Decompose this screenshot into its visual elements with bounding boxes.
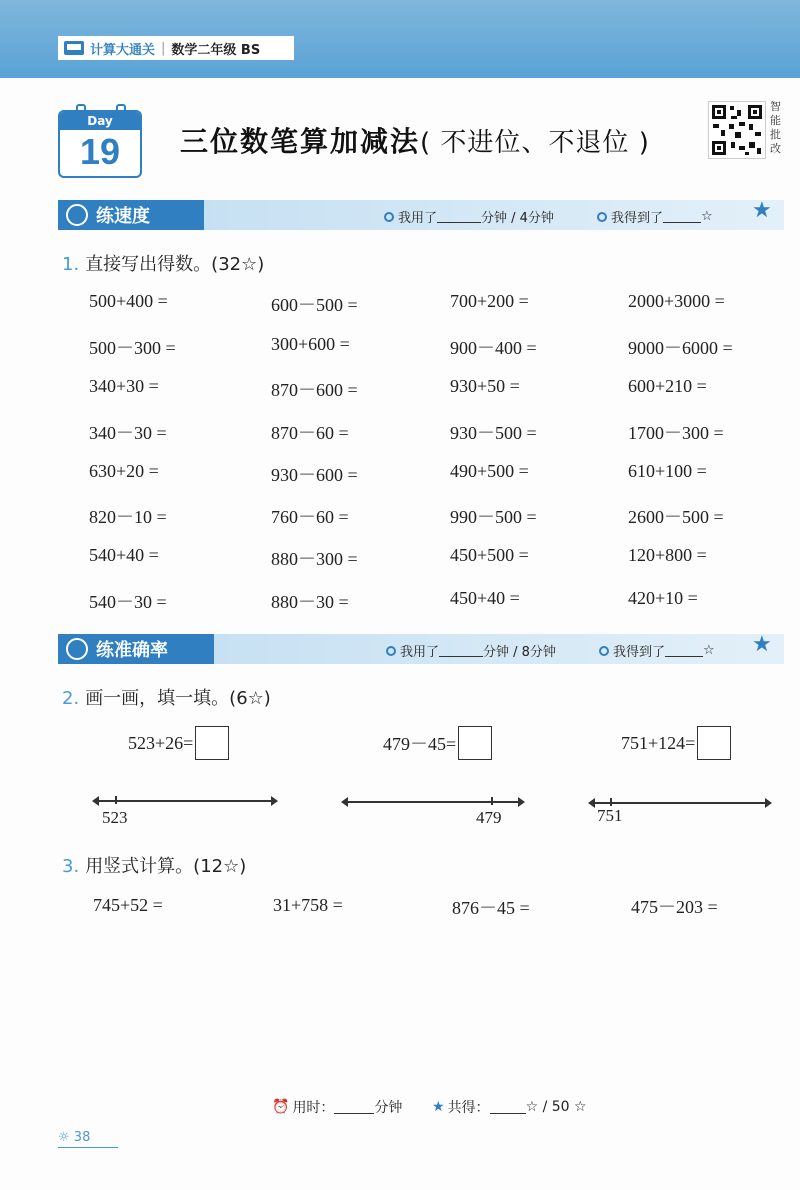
page-number	[58, 1130, 90, 1145]
equation-text: 523+26=	[128, 732, 194, 753]
drop-icon	[386, 646, 396, 656]
series-name: 计算大通关	[90, 42, 156, 58]
separator: |	[161, 40, 166, 56]
question-2-title	[62, 684, 271, 710]
vertical-calc-item: 475－203 =	[631, 897, 718, 917]
target-icon	[66, 638, 88, 660]
oral-calc-item: 9000－6000 =	[628, 338, 733, 358]
number-line[interactable]	[94, 800, 276, 802]
oral-calc-item: 2600－500 =	[628, 507, 724, 527]
oral-calc-item: 1700－300 =	[628, 423, 724, 443]
time-used-field	[384, 207, 554, 226]
page-number-text: 38	[73, 1130, 91, 1145]
oral-calc-item: 630+20 =	[89, 461, 159, 481]
star-icon: ★	[432, 1099, 445, 1115]
oral-calc-item: 820－10 =	[89, 507, 167, 527]
oral-calc-item: 990－500 =	[450, 507, 537, 527]
oral-calc-item: 490+500 =	[450, 461, 529, 481]
footer-total-blank[interactable]	[490, 1101, 526, 1114]
title-main: 三位数笔算加减法	[180, 125, 421, 158]
tick-mark	[115, 796, 117, 804]
star-label: ☆	[703, 643, 715, 658]
question-number: 1.	[62, 254, 80, 275]
score-blank[interactable]	[665, 644, 703, 657]
question-1-title	[62, 250, 264, 276]
qr-code-icon[interactable]	[708, 101, 766, 159]
number-line[interactable]	[590, 802, 770, 804]
section-title: 练准确率	[96, 640, 168, 661]
drop-icon	[384, 212, 394, 222]
equation-text: 751+124=	[621, 732, 696, 753]
oral-calc-item: 300+600 =	[271, 334, 350, 354]
question-number: 2.	[62, 688, 80, 709]
oral-calc-item: 610+100 =	[628, 461, 707, 481]
oral-calc-item: 930－500 =	[450, 423, 537, 443]
footer-time	[272, 1097, 402, 1117]
check-icon	[599, 646, 609, 656]
oral-calc-item: 870－600 =	[271, 380, 358, 400]
day-label: Day	[60, 112, 140, 130]
oral-calc-item: 600+210 =	[628, 376, 707, 396]
question-3-title	[62, 852, 246, 878]
vertical-calc-item: 745+52 =	[93, 895, 163, 915]
header-tag	[58, 36, 294, 60]
question-text: 直接写出得数。(32☆)	[85, 254, 265, 275]
oral-calc-item: 880－300 =	[271, 549, 358, 569]
time-unit-label: 分钟 / 8分钟	[483, 645, 556, 660]
star-decoration-icon: ★	[752, 632, 772, 657]
book-icon	[64, 41, 84, 55]
q2-equation	[383, 726, 492, 760]
qr-label: 智能批改	[770, 100, 781, 155]
oral-calc-item: 340－30 =	[89, 423, 167, 443]
oral-calc-item: 340+30 =	[89, 376, 159, 396]
title-sub: ( 不进位、不退位 )	[420, 128, 650, 158]
number-line-label: 479	[476, 808, 502, 827]
vertical-calc-item: 876－45 =	[452, 898, 530, 918]
equation-text: 479－45=	[383, 734, 457, 754]
oral-calc-item: 500+400 =	[89, 291, 168, 311]
clock-icon: ⏰	[272, 1099, 290, 1115]
section-title: 练速度	[96, 206, 150, 227]
oral-calc-item: 700+200 =	[450, 291, 529, 311]
number-line[interactable]	[343, 801, 523, 803]
footer-time-blank[interactable]	[334, 1101, 374, 1114]
footer-total	[432, 1097, 587, 1117]
footer-total-suffix: ☆ / 50 ☆	[525, 1099, 587, 1115]
footer-total-label: 共得：	[447, 1100, 490, 1116]
oral-calc-item: 450+500 =	[450, 545, 529, 565]
score-label: 我得到了	[611, 211, 664, 226]
q2-equation	[621, 726, 731, 760]
score-field	[599, 641, 715, 660]
number-line-label: 751	[597, 806, 623, 825]
time-blank[interactable]	[437, 210, 481, 223]
footer-time-unit: 分钟	[374, 1100, 403, 1116]
oral-calc-item: 930－600 =	[271, 465, 358, 485]
day-number: 19	[79, 131, 121, 172]
oral-calc-item: 930+50 =	[450, 376, 520, 396]
star-label: ☆	[701, 209, 713, 224]
page-underline	[58, 1147, 118, 1148]
question-text: 画一画，填一填。(6☆)	[85, 688, 271, 709]
time-unit-label: 分钟 / 4分钟	[481, 211, 554, 226]
grade-label: 数学二年级 BS	[171, 42, 261, 58]
oral-calc-item: 420+10 =	[628, 588, 698, 608]
answer-box[interactable]	[195, 726, 229, 760]
score-field	[597, 207, 713, 226]
tick-mark	[491, 797, 493, 805]
star-decoration-icon: ★	[752, 198, 772, 223]
answer-box[interactable]	[697, 726, 731, 760]
number-line-label: 523	[102, 808, 128, 827]
oral-calc-item: 760－60 =	[271, 507, 349, 527]
oral-calc-item: 870－60 =	[271, 423, 349, 443]
oral-calc-item: 2000+3000 =	[628, 291, 725, 311]
stopwatch-icon	[66, 204, 88, 226]
day-badge	[58, 110, 142, 178]
oral-calc-item: 450+40 =	[450, 588, 520, 608]
time-blank[interactable]	[439, 644, 483, 657]
vertical-calc-item: 31+758 =	[273, 895, 343, 915]
oral-calc-item: 540－30 =	[89, 592, 167, 612]
oral-calc-item: 880－30 =	[271, 592, 349, 612]
question-text: 用竖式计算。(12☆)	[85, 856, 247, 877]
footer-time-label: 用时：	[292, 1100, 335, 1116]
oral-calc-item: 120+800 =	[628, 545, 707, 565]
section-tab-accuracy	[58, 634, 214, 664]
score-blank[interactable]	[663, 210, 701, 223]
check-icon	[597, 212, 607, 222]
time-used-label: 我用了	[400, 645, 440, 660]
time-used-label: 我用了	[398, 211, 438, 226]
tick-mark	[610, 798, 612, 806]
sun-icon: ☼	[58, 1130, 70, 1145]
q2-equation	[128, 726, 229, 760]
oral-calc-item: 900－400 =	[450, 338, 537, 358]
page-title	[180, 120, 650, 160]
oral-calc-item: 500－300 =	[89, 338, 176, 358]
oral-calc-item: 600－500 =	[271, 295, 358, 315]
oral-calc-item: 540+40 =	[89, 545, 159, 565]
question-number: 3.	[62, 856, 80, 877]
score-label: 我得到了	[613, 645, 666, 660]
answer-box[interactable]	[458, 726, 492, 760]
time-used-field	[386, 641, 556, 660]
section-tab-speed	[58, 200, 204, 230]
